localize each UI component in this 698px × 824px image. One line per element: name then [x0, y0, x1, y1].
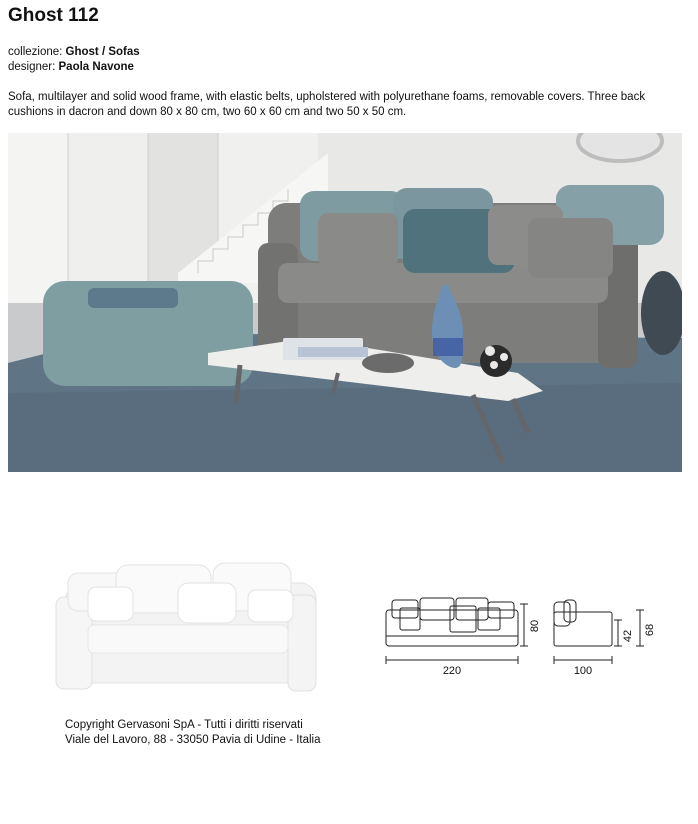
height-dimension-label: 80 — [529, 619, 541, 633]
copyright-text: Copyright Gervasoni SpA - Tutti i diritti riservati — [65, 719, 303, 731]
designer-line — [8, 60, 134, 74]
arm-height-label: 68 — [644, 623, 656, 637]
copyright-block — [65, 718, 321, 748]
room-photo — [8, 133, 682, 472]
white-sofa-image — [48, 555, 318, 705]
address-text: Viale del Lavoro, 88 - 33050 Pavia di Udine - Italia — [65, 734, 321, 746]
seat-height-label: 42 — [622, 629, 634, 643]
product-description: Sofa, multilayer and solid wood frame, with elastic belts, upholstered with polyurethane foams, removable covers. Three back cushions in dacron and down 80 x 80 cm, two 60 x 60 cm and two 50 x 50 cm. — [8, 91, 646, 118]
collection-line — [8, 45, 140, 59]
collection-label: collezione: — [8, 46, 63, 58]
designer-label: designer: — [8, 61, 56, 73]
collection-value: Ghost / Sofas — [65, 46, 140, 58]
width-dimension-label: 220 — [442, 665, 462, 677]
designer-value: Paola Navone — [58, 61, 134, 73]
product-title: Ghost 112 — [8, 5, 99, 26]
front-view-drawing — [386, 598, 528, 664]
depth-dimension-label: 100 — [573, 665, 593, 677]
technical-drawing — [378, 590, 668, 680]
